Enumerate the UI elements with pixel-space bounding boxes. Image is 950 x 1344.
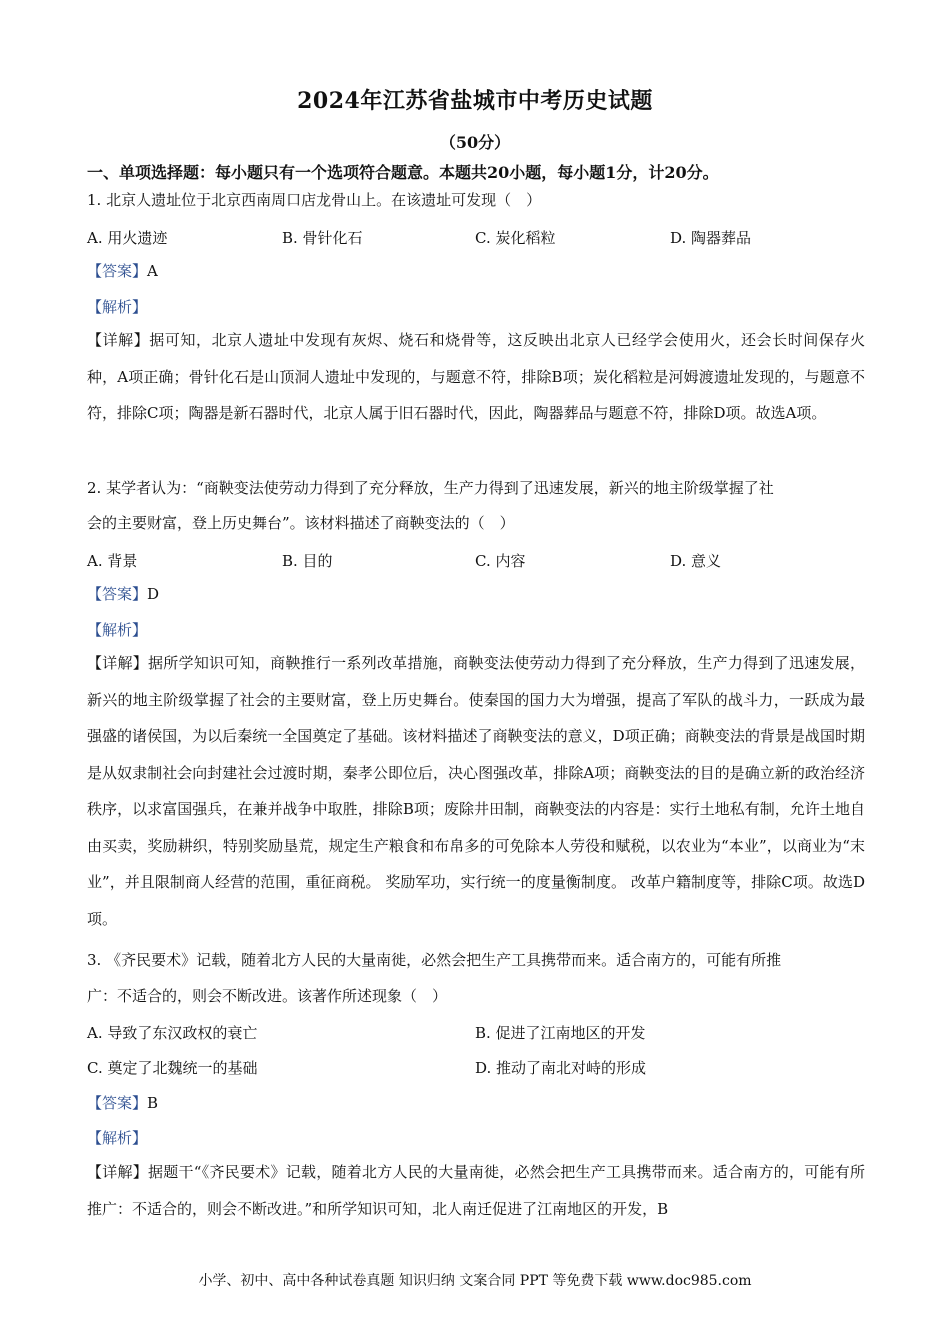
- analysis-label: 【解析】: [87, 621, 148, 639]
- option-b: B. 骨针化石: [282, 229, 363, 247]
- page-footer: 小学、初中、高中各种试卷真题 知识归纳 文案合同 PPT 等免费下载 www.doc985.com: [198, 1273, 752, 1289]
- detail-text: 据题干“《齐民要术》记载，随着北方人民的大量南徙，必然会把生产工具携带而来。适合南方的，可能有所推广：不适合的，则会不断改进。”和所学知识可知，北人南迁促进了江南地区的开发，B: [87, 1163, 865, 1218]
- question-2-stem-line-1: 2. 某学者认为：“商鞅变法使劳动力得到了充分释放，生产力得到了迅速发展，新兴的地主阶级掌握了社: [87, 479, 774, 497]
- question-3-detail: [87, 1154, 865, 1227]
- question-1-options: [87, 227, 867, 247]
- question-2-detail: [87, 645, 865, 937]
- answer-label: 【答案】: [87, 262, 148, 280]
- detail-text: 据可知，北京人遗址中发现有灰烬、烧石和烧骨等，这反映出北京人已经学会使用火，还会长时间保存火种，A项正确；骨针化石是山顶洞人遗址中发现的，与题意不符，排除B项；炭化稻粒是河姆渡遗址发现的，与题意不符，排除C项；陶器是新石器时代，北京人属于旧石器时代，因此，陶器葬品与题意不符，排除D项。故选A项。: [87, 331, 865, 422]
- option-c: C. 奠定了北魏统一的基础: [87, 1059, 258, 1077]
- exam-title: 2024年江苏省盐城市中考历史试题: [297, 88, 653, 114]
- detail-label: 【详解】: [87, 331, 150, 349]
- question-1-analysis-label: [87, 297, 867, 317]
- option-a: A. 导致了东汉政权的衰亡: [87, 1024, 258, 1042]
- exam-total-score: （50分）: [439, 133, 511, 152]
- analysis-label: 【解析】: [87, 298, 148, 316]
- question-3-options-row-2: [87, 1057, 867, 1077]
- answer-label: 【答案】: [87, 585, 148, 603]
- option-a: A. 背景: [87, 552, 138, 570]
- question-1-answer: [87, 261, 867, 281]
- question-3-stem-line-2: 广：不适合的，则会不断改进。该著作所述现象（ ）: [87, 987, 448, 1005]
- question-2-answer: [87, 584, 867, 604]
- answer-label: 【答案】: [87, 1094, 148, 1112]
- option-d: D. 意义: [670, 552, 722, 570]
- answer-value: D: [147, 585, 160, 603]
- detail-label: 【详解】: [87, 1163, 149, 1181]
- detail-text: 据所学知识可知，商鞅推行一系列改革措施，商鞅变法使劳动力得到了充分释放，生产力得到了迅速发展，新兴的地主阶级掌握了社会的主要财富，登上历史舞台。使秦国的国力大为增强，提高了军队的战斗力，一跃成为最强盛的诸侯国，为以后秦统一全国奠定了基础。该材料描述了商鞅变法的意义，D项正确；商鞅变法的背景是战国时期是从奴隶制社会向封建社会过渡时期，秦孝公即位后，决心图强改革，排除A项；商鞅变法的目的是确立新的政治经济秩序，以求富国强兵，在兼并战争中取胜，排除B项；废除井田制，商鞅变法的内容是：实行土地私有制，允许土地自由买卖，奖励耕织，特别奖励垦荒，规定生产粮食和布帛多的可免除本人劳役和赋税，以农业为“本业”，以商业为“末业”，并且限制商人经营的范围，重征商税。 奖励军功，实行统一的度量衡制度。 改革户籍制度等，排除C项。故选D项。: [87, 654, 865, 928]
- answer-value: B: [147, 1094, 159, 1112]
- option-b: B. 促进了江南地区的开发: [475, 1024, 646, 1042]
- question-1-stem: 1. 北京人遗址位于北京西南周口店龙骨山上。在该遗址可发现（ ）: [87, 191, 542, 209]
- option-a: A. 用火遗迹: [87, 229, 168, 247]
- question-3-analysis-label: [87, 1128, 867, 1148]
- option-d: D. 推动了南北对峙的形成: [475, 1059, 647, 1077]
- answer-value: A: [147, 262, 158, 280]
- question-3-options-row-1: [87, 1022, 867, 1042]
- question-2-stem-line-2: 会的主要财富，登上历史舞台”。该材料描述了商鞅变法的（ ）: [87, 514, 515, 532]
- question-2-options: [87, 550, 867, 570]
- question-2-analysis-label: [87, 620, 867, 640]
- option-c: C. 炭化稻粒: [475, 229, 556, 247]
- question-3-answer: [87, 1093, 867, 1113]
- option-b: B. 目的: [282, 552, 333, 570]
- section-heading: 一、单项选择题：每小题只有一个选项符合题意。本题共20小题，每小题1分，计20分。: [87, 163, 719, 182]
- detail-label: 【详解】: [87, 654, 149, 672]
- question-1-detail: [87, 322, 865, 432]
- option-c: C. 内容: [475, 552, 526, 570]
- option-d: D. 陶器葬品: [670, 229, 752, 247]
- analysis-label: 【解析】: [87, 1129, 148, 1147]
- question-3-stem-line-1: 3. 《齐民要术》记载，随着北方人民的大量南徙，必然会把生产工具携带而来。适合南方的，可能有所推: [87, 951, 782, 969]
